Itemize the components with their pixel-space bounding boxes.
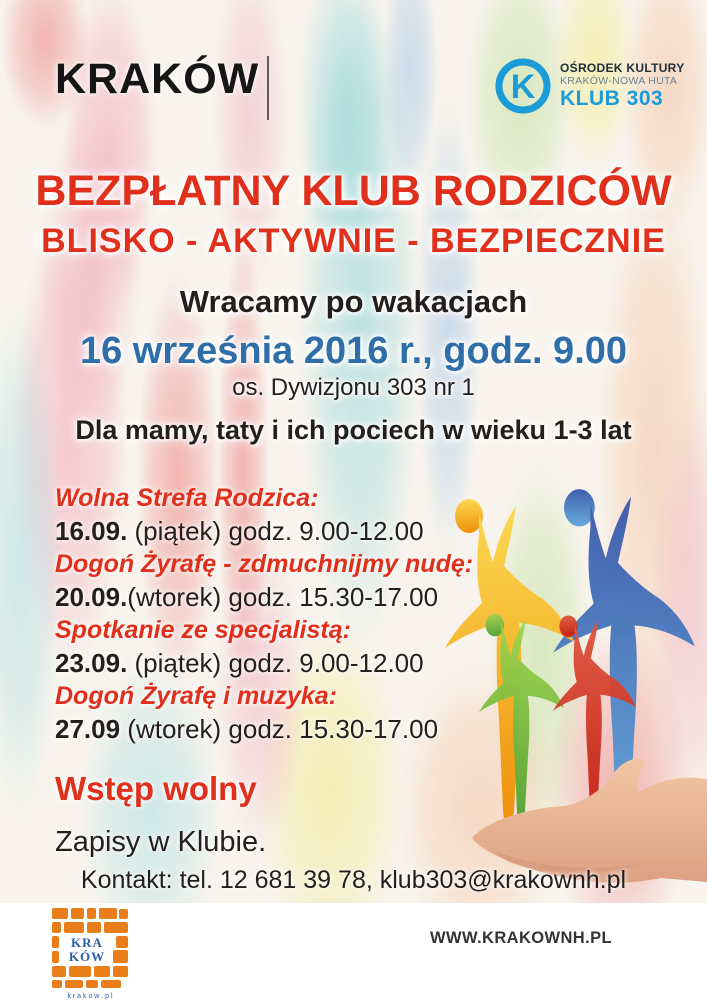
schedule-item-title: Dogoń Żyrafę - zdmuchnijmy nudę: bbox=[55, 550, 474, 578]
schedule-item-detail bbox=[55, 713, 473, 746]
audience-line: Dla mamy, taty i ich pociech w wieku 1-3 lat bbox=[75, 415, 632, 445]
schedule-item-title: Dogoń Żyrafę i muzyka: bbox=[55, 682, 337, 710]
logo-divider-bar bbox=[267, 56, 269, 120]
free-entry-line: Wstęp wolny bbox=[55, 770, 257, 807]
schedule-item-date: 23.09. bbox=[55, 648, 128, 678]
website-url: WWW.KRAKOWNH.PL bbox=[430, 929, 612, 947]
krakow-wordmark: KRAKÓW bbox=[55, 55, 260, 103]
klub303-name: KLUB 303 bbox=[560, 86, 664, 110]
contact-line: Kontakt: tel. 12 681 39 78, klub303@krakownh.pl bbox=[80, 866, 627, 894]
event-address: os. Dywizjonu 303 nr 1 bbox=[232, 374, 475, 401]
poster-title: BEZPŁATNY KLUB RODZICÓW bbox=[35, 167, 672, 215]
schedule-item-time: (piątek) godz. 9.00-12.00 bbox=[127, 648, 424, 678]
krakow-city-logo bbox=[55, 55, 269, 120]
mosaic-caption: k r a k o w . p l bbox=[67, 993, 113, 1000]
comeback-line: Wracamy po wakacjach bbox=[179, 284, 528, 319]
klub303-logo bbox=[494, 57, 685, 115]
schedule-item-date: 20.09. bbox=[55, 582, 128, 612]
schedule-item-detail bbox=[55, 581, 473, 614]
mosaic-text-kow: KÓW bbox=[68, 949, 106, 964]
klub303-district: KRAKÓW-NOWA HUTA bbox=[560, 74, 678, 87]
schedule-item-title: Wolna Strefa Rodzica: bbox=[55, 484, 319, 512]
schedule-item-time: (wtorek) godz. 15.30-17.00 bbox=[127, 582, 439, 612]
poster-subtitle: BLISKO - AKTYWNIE - BEZPIECZNIE bbox=[41, 222, 666, 260]
signup-line: Zapisy w Klubie. bbox=[55, 826, 267, 858]
mosaic-text-kra: KRA bbox=[71, 935, 103, 950]
schedule-item-date: 16.09. bbox=[55, 516, 128, 546]
schedule-item-detail bbox=[55, 515, 473, 548]
schedule-item-time: (wtorek) godz. 15.30-17.00 bbox=[120, 714, 439, 744]
schedule-item-title: Spotkanie ze specjalistą: bbox=[55, 616, 351, 644]
schedule-item-time: (piątek) godz. 9.00-12.00 bbox=[127, 516, 424, 546]
k-in-circle-icon bbox=[494, 57, 552, 115]
krakow-pl-mosaic-logo bbox=[50, 906, 130, 1000]
schedule-item-date: 27.09 bbox=[55, 714, 121, 744]
family-on-hand-graphic bbox=[433, 452, 707, 888]
schedule-list bbox=[55, 482, 473, 746]
event-datetime: 16 września 2016 r., godz. 9.00 bbox=[79, 330, 628, 372]
schedule-item-detail bbox=[55, 647, 473, 680]
svg-text:K: K bbox=[510, 68, 536, 106]
klub303-org-name: OŚRODEK KULTURY bbox=[560, 61, 685, 76]
